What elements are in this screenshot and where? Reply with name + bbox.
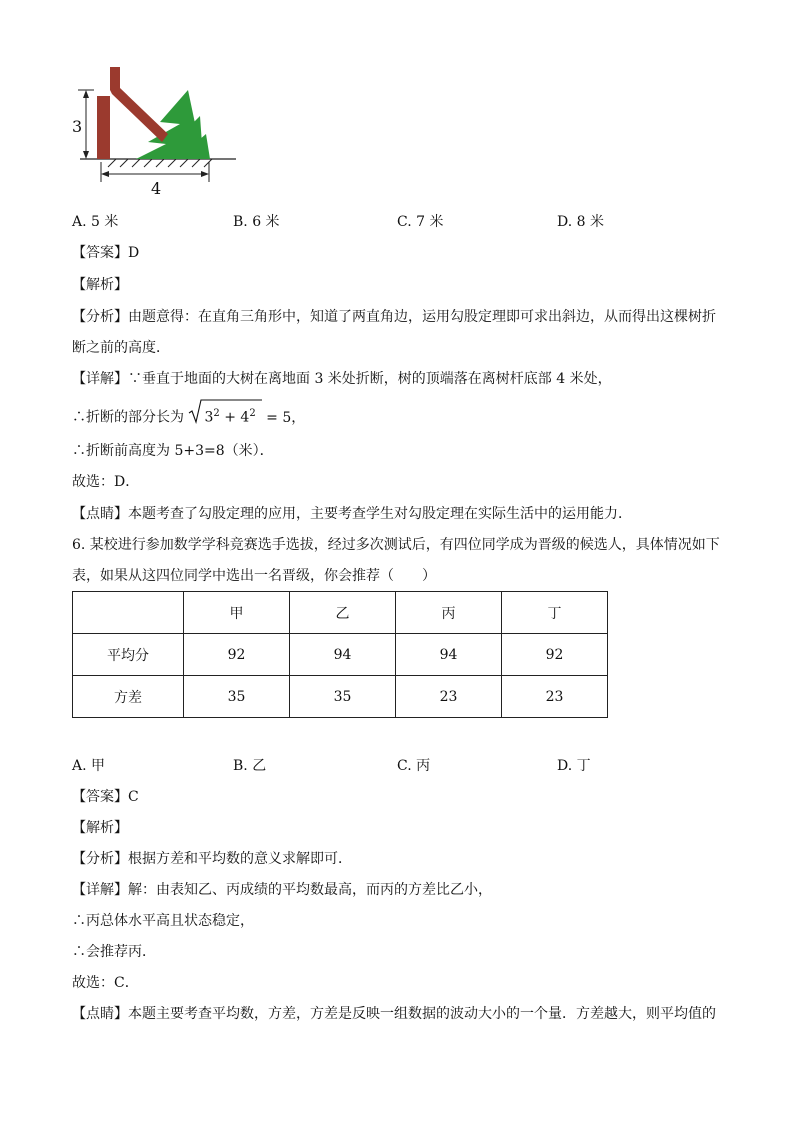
q6-stem-line1: 6. 某校进行参加数学学科竞赛选手选拔，经过多次测试后，有四位同学成为晋级的候选人，具体情况如下 bbox=[72, 537, 720, 553]
q5-option-a: A. 5 米 bbox=[72, 214, 119, 230]
q6-jiexi: 【解析】 bbox=[72, 820, 128, 836]
table-row bbox=[73, 676, 608, 718]
table-cell: 94 bbox=[290, 634, 396, 676]
table-header-cell: 丁 bbox=[502, 592, 608, 634]
tree-trunk bbox=[97, 96, 110, 159]
ground-hatching bbox=[108, 159, 212, 167]
table-cell: 94 bbox=[396, 634, 502, 676]
sqrt-expression: $3^2 + 4^2$ bbox=[190, 404, 259, 428]
table-cell: 23 bbox=[502, 676, 608, 718]
q6-score-table bbox=[72, 591, 608, 718]
height-label: 3 bbox=[72, 117, 83, 136]
q5-dianjing: 【点睛】本题考查了勾股定理的应用，主要考查学生对勾股定理在实际生活中的运用能力． bbox=[72, 506, 632, 522]
q6-option-d: D. 丁 bbox=[557, 758, 591, 774]
q5-calc-suffix: = 5， bbox=[266, 409, 306, 426]
base-label: 4 bbox=[151, 179, 162, 198]
table-row-label: 平均分 bbox=[73, 634, 184, 676]
q6-option-c: C. 丙 bbox=[397, 758, 431, 774]
table-cell: 23 bbox=[396, 676, 502, 718]
q6-option-b: B. 乙 bbox=[233, 758, 267, 774]
q5-option-b: B. 6 米 bbox=[233, 214, 280, 230]
radical-sign-icon bbox=[188, 398, 262, 424]
table-cell: 35 bbox=[184, 676, 290, 718]
table-header-cell: 甲 bbox=[184, 592, 290, 634]
table-row bbox=[73, 634, 608, 676]
table-header-cell: 乙 bbox=[290, 592, 396, 634]
table-header-row bbox=[73, 592, 608, 634]
q5-answer: 【答案】D bbox=[72, 245, 140, 261]
q5-option-c: C. 7 米 bbox=[397, 214, 444, 230]
table-cell: 92 bbox=[184, 634, 290, 676]
table-cell: 92 bbox=[502, 634, 608, 676]
q6-dianjing: 【点睛】本题主要考查平均数，方差，方差是反映一组数据的波动大小的一个量．方差越大，则平均值的 bbox=[72, 1006, 716, 1022]
q5-jiexi: 【解析】 bbox=[72, 277, 128, 293]
q5-before-height: ∴折断前高度为 5+3=8（米）． bbox=[72, 443, 274, 459]
q5-fenxi-line1: 【分析】由题意得：在直角三角形中，知道了两直角边，运用勾股定理即可求出斜边，从而得出这棵树折 bbox=[72, 309, 716, 325]
tree-broken-top bbox=[110, 67, 168, 142]
q6-answer: 【答案】C bbox=[72, 789, 139, 805]
q5-calc-line bbox=[72, 404, 305, 428]
q6-fenxi: 【分析】根据方差和平均数的意义求解即可． bbox=[72, 851, 352, 867]
table-cell: 35 bbox=[290, 676, 396, 718]
table-header-cell: 丙 bbox=[396, 592, 502, 634]
q5-guxuan: 故选：D． bbox=[72, 474, 140, 490]
q5-fenxi-line2: 断之前的高度． bbox=[72, 340, 170, 356]
q6-option-a: A. 甲 bbox=[72, 758, 106, 774]
broken-tree-figure bbox=[68, 62, 238, 202]
q6-line3: ∴会推荐丙． bbox=[72, 944, 156, 960]
table-row-label: 方差 bbox=[73, 676, 184, 718]
q6-line2: ∴丙总体水平高且状态稳定， bbox=[72, 913, 254, 929]
q6-stem-line2: 表，如果从这四位同学中选出一名晋级，你会推荐（ ） bbox=[72, 568, 436, 584]
q6-guxuan: 故选：C． bbox=[72, 975, 139, 991]
q6-xiangjie: 【详解】解：由表知乙、丙成绩的平均数最高，而丙的方差比乙小， bbox=[72, 882, 492, 898]
q5-calc-prefix: ∴折断的部分长为 bbox=[72, 409, 184, 426]
q5-xiangjie: 【详解】∵垂直于地面的大树在离地面 3 米处折断，树的顶端落在离树杆底部 4 米处， bbox=[72, 371, 612, 387]
q5-option-d: D. 8 米 bbox=[557, 214, 604, 230]
